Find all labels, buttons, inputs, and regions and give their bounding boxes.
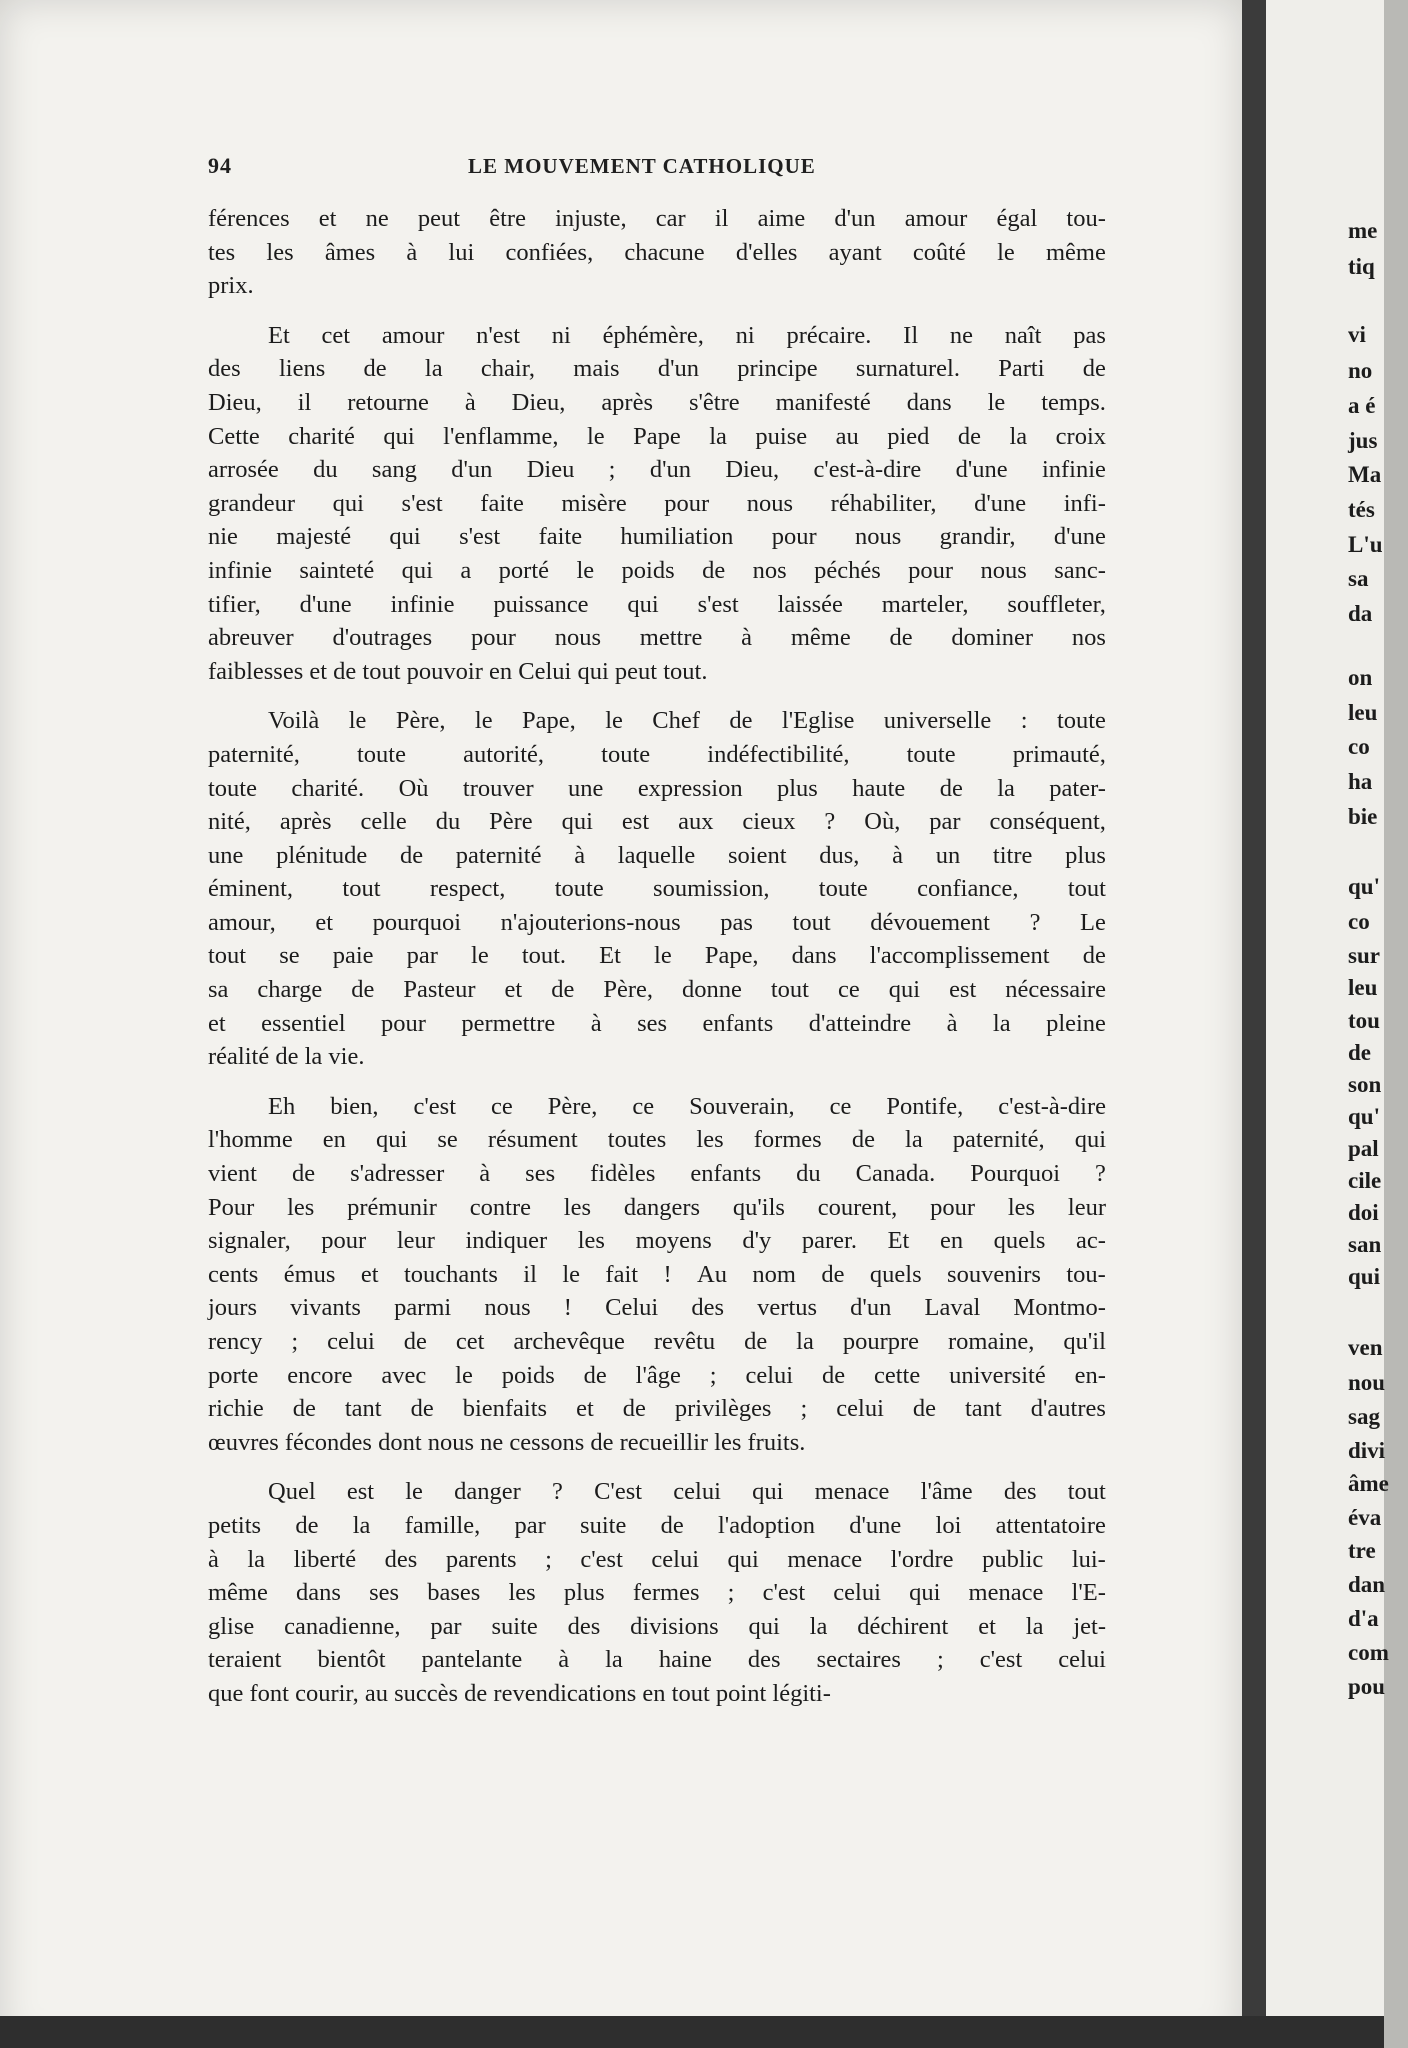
facing-page-fragment: leu bbox=[1348, 975, 1378, 1000]
facing-page-fragment: qu' bbox=[1348, 874, 1380, 899]
text-line: glise canadienne, par suite des divisions qui la déchirent et la jet- bbox=[208, 1612, 1106, 1640]
facing-page-fragment: âme bbox=[1348, 1471, 1389, 1496]
text-line: l'homme en qui se résument toutes les formes de la paternité, qui bbox=[208, 1126, 1106, 1154]
facing-page-fragment: cile bbox=[1348, 1168, 1382, 1193]
text-line: Voilà le Père, le Pape, le Chef de l'Eglise universelle : toute bbox=[268, 707, 1106, 735]
facing-page-fragment: ven bbox=[1348, 1335, 1383, 1360]
page-number: 94 bbox=[208, 153, 232, 178]
facing-page-fragment: me bbox=[1348, 218, 1378, 243]
scan-bottom-edge bbox=[0, 2016, 1384, 2048]
facing-page-fragment: co bbox=[1348, 909, 1370, 934]
facing-page-fragment: divi bbox=[1348, 1438, 1386, 1463]
facing-page-fragment: da bbox=[1348, 601, 1373, 626]
facing-page-fragment: de bbox=[1348, 1040, 1371, 1065]
facing-page-fragment: L'u bbox=[1348, 532, 1383, 557]
facing-page-fragment: a é bbox=[1348, 393, 1376, 418]
paragraph-gap bbox=[208, 303, 1106, 319]
facing-page-fragment: jus bbox=[1348, 428, 1378, 453]
facing-page-fragment: tre bbox=[1348, 1538, 1376, 1563]
text-line: des liens de la chair, mais d'un principe surnaturel. Parti de bbox=[208, 355, 1106, 383]
facing-page-fragment: vi bbox=[1348, 322, 1366, 347]
facing-page-fragment: com bbox=[1348, 1640, 1389, 1665]
paragraph bbox=[208, 202, 1106, 303]
text-line: Eh bien, c'est ce Père, ce Souverain, ce Pontife, c'est-à-dire bbox=[268, 1092, 1106, 1120]
text-line: tes les âmes à lui confiées, chacune d'elles ayant coûté le même bbox=[208, 238, 1106, 266]
text-line: toute charité. Où trouver une expression plus haute de la pater- bbox=[208, 774, 1106, 802]
facing-page-fragment: bie bbox=[1348, 804, 1378, 829]
facing-page-fragment: qui bbox=[1348, 1264, 1380, 1289]
text-line: et essentiel pour permettre à ses enfants d'atteindre à la pleine bbox=[208, 1009, 1106, 1037]
paragraph bbox=[208, 319, 1106, 689]
facing-page-fragment: tou bbox=[1348, 1008, 1380, 1033]
text-line: jours vivants parmi nous ! Celui des vertus d'un Laval Montmo- bbox=[208, 1294, 1106, 1322]
text-line: Pour les prémunir contre les dangers qu'ils courent, pour les leur bbox=[208, 1193, 1106, 1221]
text-line: nité, après celle du Père qui est aux cieux ? Où, par conséquent, bbox=[208, 808, 1106, 836]
facing-page-fragment: co bbox=[1348, 734, 1370, 759]
paragraph bbox=[208, 704, 1106, 1074]
text-line: tout se paie par le tout. Et le Pape, dans l'accomplissement de bbox=[208, 942, 1106, 970]
text-line: réalité de la vie. bbox=[208, 1043, 365, 1071]
text-line: amour, et pourquoi n'ajouterions-nous pas tout dévouement ? Le bbox=[208, 908, 1106, 936]
facing-page-fragment: pal bbox=[1348, 1136, 1379, 1161]
text-line: Quel est le danger ? C'est celui qui menace l'âme des tout bbox=[268, 1478, 1106, 1506]
running-head-title: LE MOUVEMENT CATHOLIQUE bbox=[468, 154, 816, 178]
facing-page-fragment: pou bbox=[1348, 1674, 1386, 1699]
text-line: œuvres fécondes dont nous ne cessons de recueillir les fruits. bbox=[208, 1428, 806, 1456]
facing-page-fragment: on bbox=[1348, 665, 1373, 690]
text-line: nie majesté qui s'est faite humiliation pour nous grandir, d'une bbox=[208, 523, 1106, 551]
facing-page-fragment: qu' bbox=[1348, 1104, 1380, 1129]
paragraph bbox=[208, 1475, 1106, 1710]
facing-page-fragment: d'a bbox=[1348, 1606, 1379, 1631]
text-line: faiblesses et de tout pouvoir en Celui qui peut tout. bbox=[208, 657, 708, 685]
facing-page-fragment: tiq bbox=[1348, 254, 1375, 279]
text-line: abreuver d'outrages pour nous mettre à même de dominer nos bbox=[208, 624, 1106, 652]
paragraph-gap bbox=[208, 688, 1106, 704]
text-line: grandeur qui s'est faite misère pour nous réhabiliter, d'une infi- bbox=[208, 489, 1106, 517]
text-line: cents émus et touchants il le fait ! Au nom de quels souvenirs tou- bbox=[208, 1260, 1106, 1288]
paragraph bbox=[208, 1090, 1106, 1460]
text-line: petits de la famille, par suite de l'adoption d'une loi attentatoire bbox=[208, 1511, 1106, 1539]
text-line: à la liberté des parents ; c'est celui qui menace l'ordre public lui- bbox=[208, 1545, 1106, 1573]
facing-page-fragment: Ma bbox=[1348, 462, 1382, 487]
text-line: paternité, toute autorité, toute indéfectibilité, toute primauté, bbox=[208, 740, 1106, 768]
text-line: férences et ne peut être injuste, car il aime d'un amour égal tou- bbox=[208, 205, 1106, 232]
facing-page-fragment: ha bbox=[1348, 769, 1373, 794]
facing-page-fragment: dan bbox=[1348, 1572, 1386, 1597]
text-line: sa charge de Pasteur et de Père, donne tout ce qui est nécessaire bbox=[208, 976, 1106, 1004]
text-line: Dieu, il retourne à Dieu, après s'être manifesté dans le temps. bbox=[208, 388, 1106, 416]
facing-page-fragment: sag bbox=[1348, 1404, 1380, 1429]
body-text bbox=[208, 202, 1106, 1711]
facing-page-fragment: tés bbox=[1348, 497, 1375, 522]
text-line: Et cet amour n'est ni éphémère, ni précaire. Il ne naît pas bbox=[268, 321, 1106, 349]
text-line: vient de s'adresser à ses fidèles enfants du Canada. Pourquoi ? bbox=[208, 1160, 1106, 1188]
paragraph-gap bbox=[208, 1459, 1106, 1475]
facing-page-fragment: sur bbox=[1348, 943, 1380, 968]
text-line: signaler, pour leur indiquer les moyens d'y parer. Et en quels ac- bbox=[208, 1227, 1106, 1255]
facing-page-fragment: nou bbox=[1348, 1370, 1386, 1395]
facing-page-fragment: no bbox=[1348, 358, 1373, 383]
book-gutter bbox=[1242, 0, 1266, 2048]
text-line: infinie sainteté qui a porté le poids de nos péchés pour nous sanc- bbox=[208, 556, 1106, 584]
text-line: même dans ses bases les plus fermes ; c'est celui qui menace l'E- bbox=[208, 1579, 1106, 1607]
text-line: que font courir, au succès de revendications en tout point légiti- bbox=[208, 1679, 831, 1707]
facing-page-fragment: san bbox=[1348, 1232, 1382, 1257]
text-line: Cette charité qui l'enflamme, le Pape la puise au pied de la croix bbox=[208, 422, 1106, 450]
text-line: une plénitude de paternité à laquelle soient dus, à un titre plus bbox=[208, 841, 1106, 869]
running-head bbox=[208, 153, 1106, 183]
facing-page-fragment: doi bbox=[1348, 1200, 1379, 1225]
facing-page-fragment: sa bbox=[1348, 566, 1369, 591]
text-line: éminent, tout respect, toute soumission, toute confiance, tout bbox=[208, 875, 1106, 903]
facing-page-fragment: son bbox=[1348, 1072, 1382, 1097]
text-line: tifier, d'une infinie puissance qui s'est laissée marteler, souffleter, bbox=[208, 590, 1106, 618]
facing-page-fragment: leu bbox=[1348, 700, 1378, 725]
text-line: prix. bbox=[208, 272, 254, 300]
text-line: richie de tant de bienfaits et de privilèges ; celui de tant d'autres bbox=[208, 1395, 1106, 1423]
text-line: porte encore avec le poids de l'âge ; celui de cette université en- bbox=[208, 1361, 1106, 1389]
facing-page-fragment: éva bbox=[1348, 1505, 1382, 1530]
text-line: arrosée du sang d'un Dieu ; d'un Dieu, c'est-à-dire d'une infinie bbox=[208, 456, 1106, 484]
text-line: teraient bientôt pantelante à la haine des sectaires ; c'est celui bbox=[208, 1646, 1106, 1674]
paragraph-gap bbox=[208, 1074, 1106, 1090]
text-line: rency ; celui de cet archevêque revêtu de la pourpre romaine, qu'il bbox=[208, 1328, 1106, 1355]
